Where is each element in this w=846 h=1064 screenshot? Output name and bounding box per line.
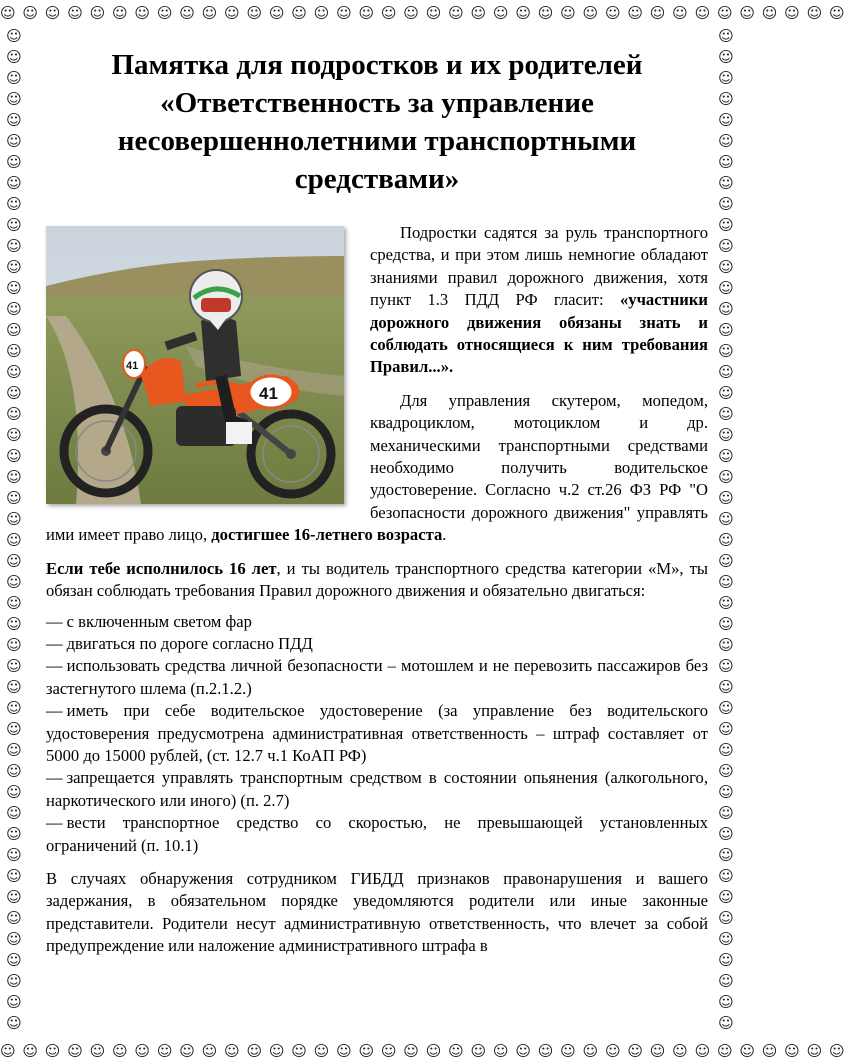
- list-item: [46, 700, 708, 767]
- main-text: [46, 198, 708, 958]
- closing-paragraph: В случаях обнаружения сотрудником ГИБДД признаков правонарушения и вашего задержания, в обязательном порядке уведомляются родители или иные законные представители. Родители несут административную ответственность, что влечет за собой предупреждение или наложение административного штрафа в: [46, 868, 708, 956]
- age-section-paragraph: [46, 558, 708, 603]
- bike-plate-front: 41: [126, 360, 139, 372]
- photo-child-on-motocross-bike: [46, 226, 344, 504]
- list-item: [46, 812, 708, 857]
- rule-text: вести транспортное средство со скоростью, не превышающей установленных ограничений (п. 10.1): [46, 813, 708, 855]
- dash-bullet: —: [46, 633, 63, 653]
- rule-text: иметь при себе водительское удостоверение (за управление без водительского удостоверения предусмотрена административная ответственность – штраф составляет от 5000 до 15000 рублей, (ст. 12.7 ч.1 КоАП РФ): [46, 701, 708, 765]
- intro-text-2-end: .: [442, 525, 447, 545]
- age-section-text: , и ты водитель транспортного средства категории «М», ты обязан соблюдать требования Правил дорожного движения и обязательно двигаться:: [46, 558, 708, 601]
- list-item: [46, 611, 708, 633]
- dash-bullet: —: [46, 611, 63, 631]
- intro-quote-bold: «участники дорожного движения обязаны знать и соблюдать относящиеся к ним требования Правил...».: [370, 290, 708, 377]
- decorative-border-bottom: ☺ ☺ ☺ ☺ ☺ ☺ ☺ ☺ ☺ ☺ ☺ ☺ ☺ ☺ ☺ ☺ ☺ ☺ ☺ ☺ ☺ ☺ ☺ ☺ ☺ ☺ ☺ ☺ ☺ ☺ ☺ ☺ ☺ ☺ ☺ ☺ ☺ ☺: [0, 1042, 846, 1060]
- rules-list: [46, 611, 708, 857]
- intro-text-2: Для управления скутером, мопедом, квадроциклом, мотоциклом и др. механическими транспортными средствами необходимо получить водительское удостоверение. Согласно ч.2 ст.26 ФЗ РФ "О безопасности дорожного движения" управлять ими имеет право лицо,: [46, 390, 708, 545]
- list-item: [46, 655, 708, 700]
- dash-bullet: —: [46, 656, 63, 676]
- age-requirement-bold: достигшее 16-летнего возраста: [211, 525, 443, 545]
- decorative-border-left: ☺ ☺ ☺ ☺ ☺ ☺ ☺ ☺ ☺ ☺ ☺ ☺ ☺ ☺ ☺ ☺ ☺ ☺ ☺ ☺ ☺ ☺ ☺ ☺ ☺ ☺ ☺ ☺ ☺ ☺ ☺ ☺ ☺ ☺ ☺ ☺ ☺ ☺ ☺ ☺ ☺ ☺ ☺ ☺ ☺ ☺ ☺ ☺: [6, 27, 22, 1032]
- decorative-border-right: ☺ ☺ ☺ ☺ ☺ ☺ ☺ ☺ ☺ ☺ ☺ ☺ ☺ ☺ ☺ ☺ ☺ ☺ ☺ ☺ ☺ ☺ ☺ ☺ ☺ ☺ ☺ ☺ ☺ ☺ ☺ ☺ ☺ ☺ ☺ ☺ ☺ ☺ ☺ ☺ ☺ ☺ ☺ ☺ ☺ ☺ ☺ ☺: [718, 27, 734, 1032]
- document-body: [46, 44, 708, 958]
- list-item: [46, 767, 708, 812]
- bike-plate-rear: 41: [259, 384, 278, 403]
- intro-text-1: Подростки садятся за руль транспортного средства, и при этом лишь немногие обладают знаниями правил дорожного движения, хотя пункт 1.3 ПДД РФ гласит:: [370, 223, 708, 310]
- rule-text: запрещается управлять транспортным средством в состоянии опьянения (алкогольного, наркотического или иного) (п. 2.7): [46, 768, 708, 810]
- page-title: Памятка для подростков и их родителей «Ответственность за управление несовершеннолетними транспортными средствами»: [111, 49, 643, 195]
- rule-text: с включенным светом фар: [66, 611, 252, 631]
- rule-text: использовать средства личной безопасности – мотошлем и не перевозить пассажиров без застегнутого шлема (п.2.1.2.): [46, 656, 708, 698]
- age-section-bold: Если тебе исполнилось 16 лет: [46, 558, 277, 578]
- dash-bullet: —: [46, 701, 63, 721]
- list-item: [46, 633, 708, 655]
- dash-bullet: —: [46, 813, 63, 833]
- dash-bullet: —: [46, 768, 63, 788]
- decorative-border-top: ☺ ☺ ☺ ☺ ☺ ☺ ☺ ☺ ☺ ☺ ☺ ☺ ☺ ☺ ☺ ☺ ☺ ☺ ☺ ☺ ☺ ☺ ☺ ☺ ☺ ☺ ☺ ☺ ☺ ☺ ☺ ☺ ☺ ☺ ☺ ☺ ☺ ☺: [0, 4, 846, 22]
- rule-text: двигаться по дороге согласно ПДД: [66, 633, 313, 653]
